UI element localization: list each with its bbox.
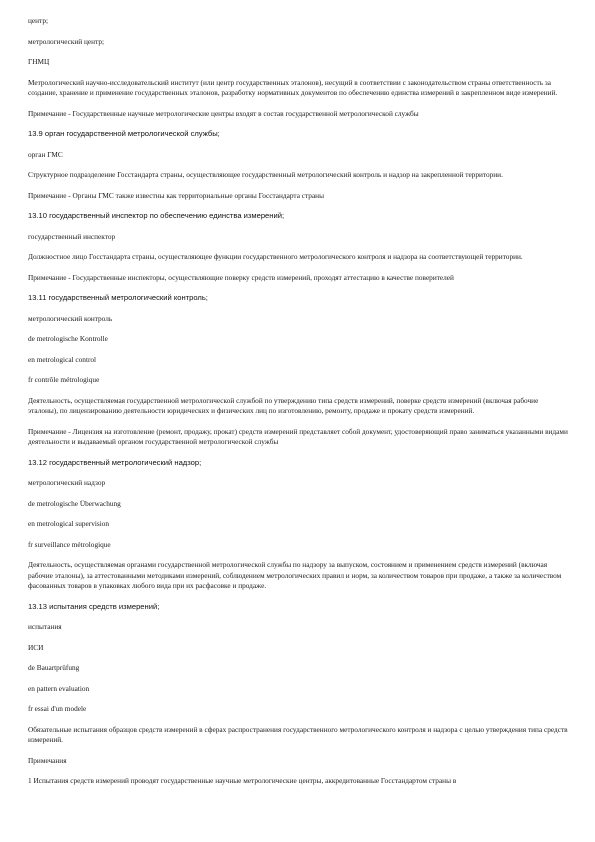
paragraph: метрологический контроль: [28, 313, 113, 323]
paragraph: Обязательные испытания образцов средств измерений в сферах распространения государственного метрологического контроля и надзора с целью утверждения типа средств измерений.: [28, 724, 568, 744]
paragraph: en metrological control: [28, 354, 97, 364]
paragraph: Должностное лицо Госстандарта страны, осуществляющее функции государственного метрологического контроля и надзора на соответствующей территории.: [28, 252, 523, 261]
section-heading: 13.9 орган государственной метрологической службы;: [28, 129, 220, 138]
paragraph: государственный инспектор: [28, 231, 116, 241]
paragraph: Примечание - Государственные инспекторы, осуществляющие поверку средств измерений, проходят аттестацию в качестве поверителей: [28, 272, 454, 282]
paragraph: Деятельность, осуществляемая государственной метрологической службой по утверждению типа средств измерений, поверке средств измерений (включая рабочие эталоны), по лицензированию деятельности юридических и физических лиц по изготовлению, ремонту, продаже и прокату средств измерений.: [28, 395, 539, 415]
paragraph: en metrological supervision: [28, 519, 110, 528]
paragraph: ИСИ: [28, 642, 44, 652]
paragraph: Примечание - Органы ГМС также известны как территориальные органы Госстандарта страны: [28, 190, 324, 200]
paragraph: 1 Испытания средств измерений проводят государственные научные метрологические центры, аккредитованные Госстандартом страны в: [28, 776, 457, 785]
paragraph: Примечание - Лицензия на изготовление (ремонт, продажу, прокат) средств измерений представляет собой документ, удостоверяющий право заниматься указанными видами деятельности и выдаваемый органом государственной метрологической службы: [28, 426, 568, 446]
paragraph: Метрологический научно-исследовательский институт (или центр государственных эталонов), несущий в соответствии с законодательством страны ответственность за создание, хранение и применение государственных эталонов, разработку нормативных документов по обеспечению единства измерений в закрепленном виде измерений.: [28, 77, 558, 97]
paragraph: fr surveillance métrologique: [28, 539, 111, 549]
document-page: [28, 16, 568, 787]
paragraph: de metrologische Überwachung: [28, 498, 121, 508]
paragraph: en pattern evaluation: [28, 683, 90, 693]
paragraph: fr essai d'un modele: [28, 704, 87, 713]
section-heading: 13.10 государственный инспектор по обеспечению единства измерений;: [28, 211, 285, 220]
paragraph: ГНМЦ: [28, 57, 50, 66]
section-heading: 13.12 государственный метрологический надзор;: [28, 457, 202, 467]
paragraph: Деятельность, осуществляемая органами государственной метрологической службы по надзору за выпуском, состоянием и применением средств измерений (включая рабочие эталоны), за аттестованными методиками измерений, соблюдением метрологических правил и норм, за количеством товаров при продаже, а также за количеством фасованных товаров в упаковках любого вида при их расфасовке и продаже.: [28, 560, 562, 590]
paragraph: испытания: [28, 622, 62, 631]
section-heading: 13.11 государственный метрологический контроль;: [28, 293, 208, 302]
paragraph: орган ГМС: [28, 149, 63, 159]
paragraph: метрологический надзор: [28, 478, 106, 487]
paragraph: de Bauartprüfung: [28, 663, 80, 672]
paragraph: Структурное подразделение Госстандарта страны, осуществляющее государственный метрологический контроль и надзор на закрепленной территории.: [28, 170, 503, 179]
paragraph: fr contrôle métrologique: [28, 375, 100, 384]
section-heading: 13.13 испытания средств измерений;: [28, 601, 160, 611]
paragraph: центр;: [28, 16, 49, 25]
paragraph: метрологический центр;: [28, 36, 105, 46]
paragraph: Примечания: [28, 755, 67, 765]
paragraph: de metrologische Kontrolle: [28, 334, 108, 343]
paragraph: Примечание - Государственные научные метрологические центры входят в состав государственной метрологической службы: [28, 108, 419, 118]
